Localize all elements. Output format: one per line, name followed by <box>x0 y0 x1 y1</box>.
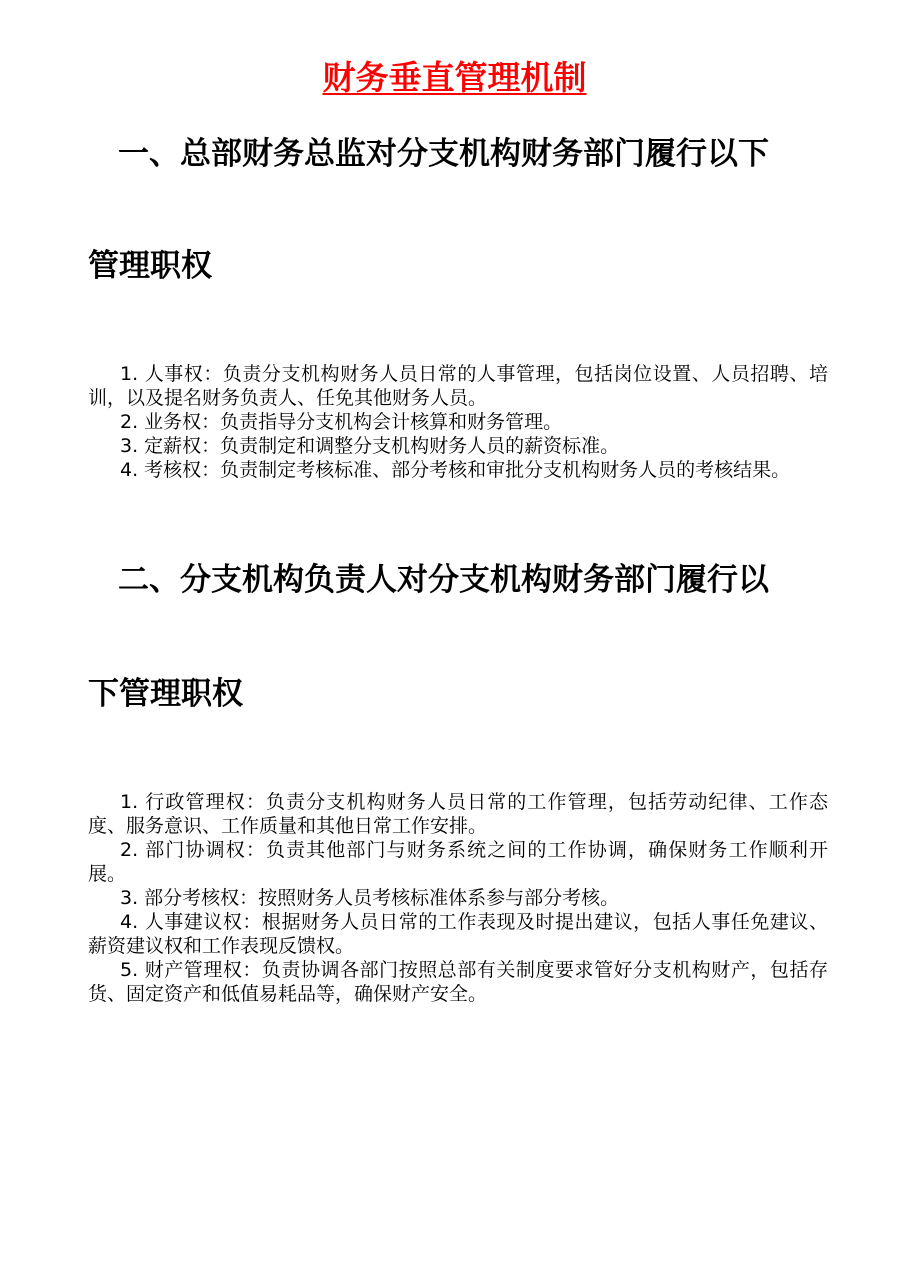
section-2-heading-line2: 下管理职权 <box>88 676 243 712</box>
list-item: 3. 定薪权：负责制定和调整分支机构财务人员的薪资标准。 <box>120 435 620 457</box>
document-title: 财务垂直管理机制 <box>322 58 587 97</box>
list-item: 1. 行政管理权：负责分支机构财务人员日常的工作管理，包括劳动纪律、工作态度、服务意识、工作质量和其他日常工作安排。 <box>88 791 828 837</box>
list-item: 2. 业务权：负责指导分支机构会计核算和财务管理。 <box>120 411 563 433</box>
section-1-heading-line1: 一、总部财务总监对分支机构财务部门履行以下 <box>118 136 769 172</box>
section-2-list <box>88 790 828 1006</box>
list-item: 2. 部门协调权：负责其他部门与财务系统之间的工作协调，确保财务工作顺利开展。 <box>88 839 828 885</box>
list-item: 3. 部分考核权：按照财务人员考核标准体系参与部分考核。 <box>120 887 620 909</box>
list-item: 1. 人事权：负责分支机构财务人员日常的人事管理，包括岗位设置、人员招聘、培训，以及提名财务负责人、任免其他财务人员。 <box>88 363 828 409</box>
section-2-heading-line1: 二、分支机构负责人对分支机构财务部门履行以 <box>118 562 769 598</box>
list-item: 5. 财产管理权：负责协调各部门按照总部有关制度要求管好分支机构财产，包括存货、固定资产和低值易耗品等，确保财产安全。 <box>88 959 828 1005</box>
list-item: 4. 考核权：负责制定考核标准、部分考核和审批分支机构财务人员的考核结果。 <box>120 459 791 481</box>
section-1-heading-line2: 管理职权 <box>88 248 212 284</box>
section-1-list <box>88 362 828 482</box>
list-item: 4. 人事建议权：根据财务人员日常的工作表现及时提出建议，包括人事任免建议、薪资建议权和工作表现反馈权。 <box>88 911 828 957</box>
